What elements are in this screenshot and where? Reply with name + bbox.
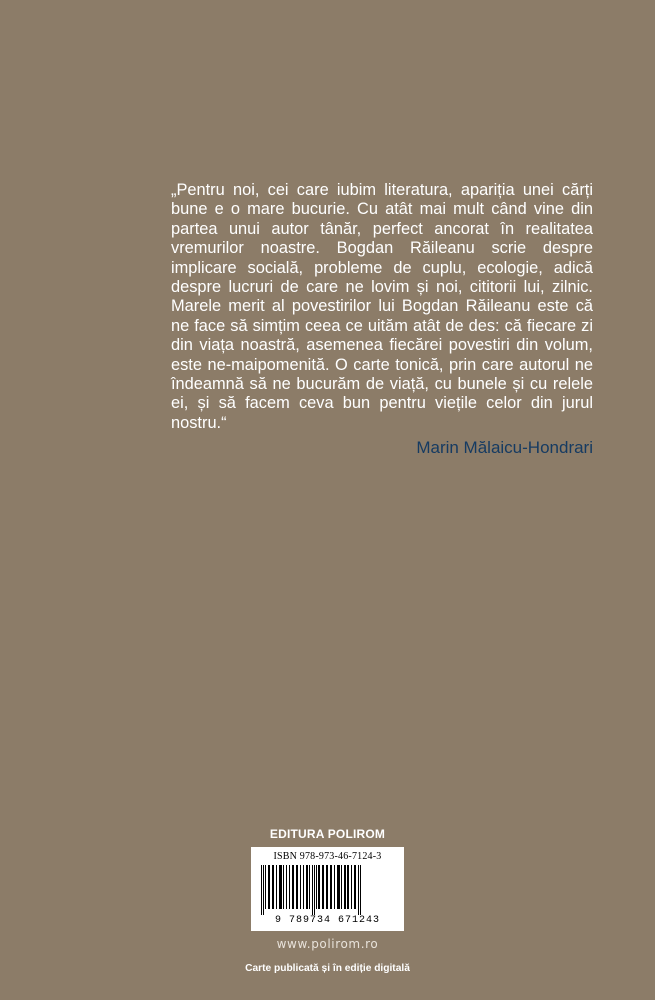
barcode-bar <box>268 865 270 909</box>
barcode-bar <box>337 865 340 909</box>
isbn-barcode <box>251 847 404 931</box>
barcode-bar <box>360 865 361 915</box>
barcode-bar <box>322 865 324 909</box>
barcode-bar <box>351 865 352 909</box>
isbn-label: ISBN 978-973-46-7124-3 <box>273 851 382 862</box>
barcode-bar <box>283 865 284 909</box>
publisher-block <box>200 826 455 976</box>
barcode-bar <box>296 865 298 909</box>
barcode-icon <box>257 865 398 915</box>
barcode-bar <box>300 865 301 909</box>
barcode-bar <box>318 865 320 909</box>
barcode-bar <box>286 865 287 909</box>
barcode-bar <box>276 865 277 909</box>
barcode-bar <box>358 865 359 915</box>
barcode-bar <box>261 865 262 915</box>
barcode-bar <box>263 865 264 915</box>
barcode-bar <box>279 865 282 909</box>
barcode-bar <box>347 865 349 909</box>
quote-block <box>171 181 593 458</box>
barcode-bar <box>314 865 315 915</box>
barcode-bar <box>326 865 328 909</box>
barcode-bar <box>334 865 335 909</box>
barcode-bar <box>306 865 308 909</box>
barcode-bar <box>289 865 290 909</box>
barcode-bar <box>303 865 304 909</box>
barcode-bar <box>330 865 332 909</box>
digital-edition-note: Carte publicată și în ediție digitală <box>245 963 410 974</box>
barcode-bar <box>316 865 317 909</box>
barcode-bar <box>341 865 342 909</box>
barcode-bar <box>344 865 346 909</box>
barcode-bar <box>354 865 356 909</box>
barcode-bar <box>312 865 313 915</box>
barcode-bar <box>292 865 294 909</box>
quote-text: „Pentru noi, cei care iubim literatura, apariția unei cărți bune e o mare bucurie. Cu atât mai mult când vine din partea unui autor tânăr, perfect ancorat în realitatea vremurilor noastre. Bogdan Răileanu scrie despre implicare socială, probleme de cuplu, ecologie, adică despre lucruri de care ne lovim și noi, cititorii lui, zilnic. Marele merit al povestirilor lui Bogdan Răileanu este că ne face să simțim ceea ce uităm atât de des: că fiecare zi din viața noastră, asemenea fiecărei povestiri din volum, este ne-maipomenită. O carte tonică, prin care autorul ne îndeamnă să ne bucurăm de viață, cu bunele și cu relele ei, și să facem ceva bun pentru viețile celor din jurul nostru.“ <box>171 181 593 432</box>
barcode-bar <box>309 865 310 909</box>
barcode-bar <box>272 865 274 909</box>
quote-author: Marin Mălaicu-Hondrari <box>416 438 593 458</box>
barcode-bar <box>265 865 266 909</box>
publisher-name: EDITURA POLIROM <box>269 827 386 841</box>
barcode-digits: 9 789734 671243 <box>274 915 380 926</box>
publisher-website: www.polirom.ro <box>276 937 379 951</box>
